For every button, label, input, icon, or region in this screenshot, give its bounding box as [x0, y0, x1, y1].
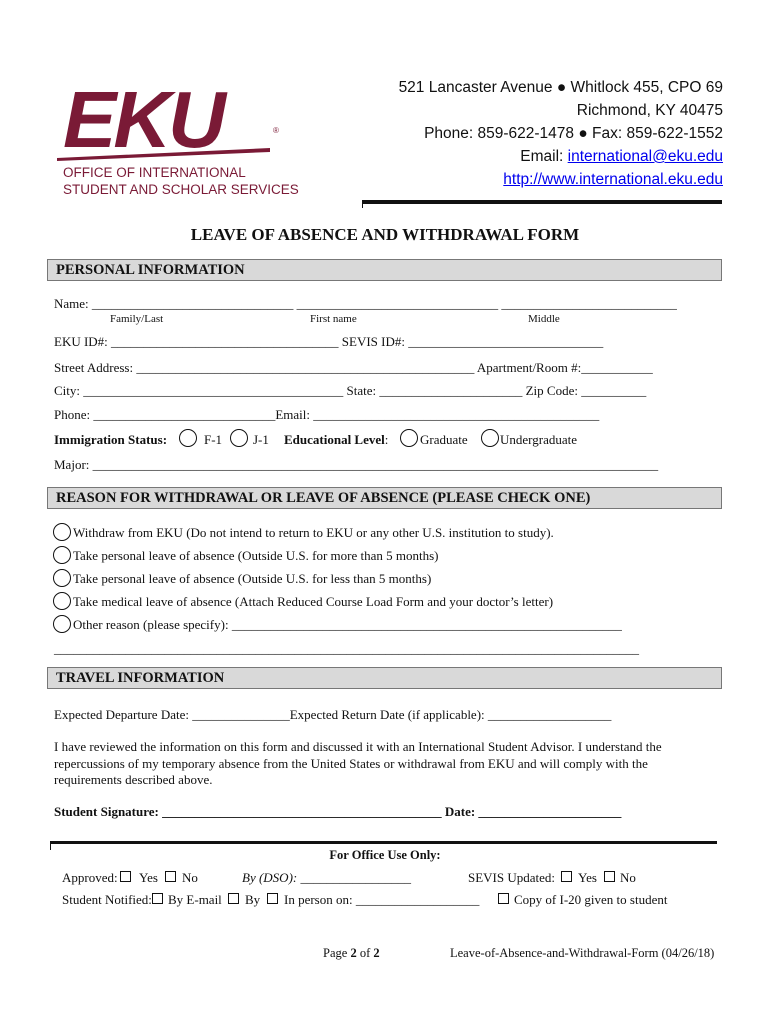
- sevis-updated-label: SEVIS Updated:: [468, 870, 556, 885]
- street-address-field[interactable]: Street Address: ____________________________________________________ Apartment/Room #:___________: [54, 360, 653, 375]
- by-dso-field[interactable]: By (DSO): _________________: [242, 870, 411, 885]
- reason-option: Take medical leave of absence (Attach Reduced Course Load Form and your doctor’s letter): [73, 594, 554, 609]
- reason-personal-long-radio[interactable]: [53, 546, 71, 564]
- approved-no-label: No: [182, 870, 198, 885]
- id-fields[interactable]: EKU ID#: ___________________________________ SEVIS ID#: ______________________________: [54, 334, 604, 349]
- j1-label: J-1: [253, 432, 269, 447]
- notified-email-checkbox[interactable]: [152, 893, 163, 904]
- eku-logo: [55, 75, 299, 200]
- reason-other-field[interactable]: Other reason (please specify): ____________________________________________________________: [73, 617, 622, 632]
- website-link[interactable]: http://www.international.eku.edu: [503, 171, 723, 188]
- sevis-no-checkbox[interactable]: [604, 871, 615, 882]
- name-field[interactable]: Name: _______________________________ _______________________________ ___________________________: [54, 296, 677, 311]
- undergraduate-radio[interactable]: [481, 429, 499, 447]
- graduate-radio[interactable]: [400, 429, 418, 447]
- notified-by-label: By: [245, 892, 261, 907]
- city-state-zip-field[interactable]: City: ________________________________________ State: ______________________ Zip Code: __________: [54, 383, 647, 398]
- travel-dates-field[interactable]: Expected Departure Date: _______________Expected Return Date (if applicable): ___________________: [54, 707, 612, 722]
- reason-continuation-field[interactable]: __________________________________________________________________________________________: [54, 641, 639, 656]
- section-personal-information: [47, 259, 722, 281]
- in-person-date-field[interactable]: In person on: ___________________: [284, 892, 480, 907]
- approved-no-checkbox[interactable]: [165, 871, 176, 882]
- logo-office-line2: STUDENT AND SCHOLAR SERVICES: [63, 182, 299, 197]
- section-travel-information: [47, 667, 722, 689]
- reason-withdraw-radio[interactable]: [53, 523, 71, 541]
- family-last-label: Family/Last: [110, 313, 164, 325]
- copy-i20-label: Copy of I-20 given to student: [514, 892, 668, 907]
- f1-radio[interactable]: [179, 429, 197, 447]
- logo-wordmark: EKU: [63, 75, 223, 164]
- sevis-yes-label: Yes: [578, 870, 597, 885]
- section-reason-heading: REASON FOR WITHDRAWAL OR LEAVE OF ABSENCE (PLEASE CHECK ONE): [56, 490, 591, 506]
- section-personal-heading: PERSONAL INFORMATION: [56, 262, 245, 278]
- graduate-label: Graduate: [420, 432, 468, 447]
- statement-line1: I have reviewed the information on this form and discussed it with an International Student Advisor. I understand the: [54, 739, 662, 754]
- notified-in-person-checkbox[interactable]: [267, 893, 278, 904]
- approved-label: Approved:: [62, 870, 118, 885]
- email-link[interactable]: international@eku.edu: [567, 148, 723, 165]
- form-title: LEAVE OF ABSENCE AND WITHDRAWAL FORM: [190, 225, 580, 244]
- undergraduate-label: Undergraduate: [500, 432, 578, 447]
- section-travel-heading: TRAVEL INFORMATION: [56, 670, 225, 686]
- logo-registered-mark: ®: [273, 126, 279, 135]
- reason-option: Take personal leave of absence (Outside U.S. for more than 5 months): [73, 548, 439, 563]
- reason-option: Withdraw from EKU (Do not intend to return to EKU or any other U.S. institution to study).: [73, 525, 554, 540]
- address-line2: Richmond, KY 40475: [576, 102, 723, 119]
- notified-email-label: By E-mail: [168, 892, 222, 907]
- phone-fax: Phone: 859-622-1478 ● Fax: 859-622-1552: [424, 125, 723, 142]
- f1-label: F-1: [204, 432, 223, 447]
- office-use-heading: For Office Use Only:: [329, 848, 441, 862]
- reason-option: Take personal leave of absence (Outside U.S. for less than 5 months): [73, 571, 432, 586]
- student-notified-label: Student Notified:: [62, 892, 152, 907]
- sevis-yes-checkbox[interactable]: [561, 871, 572, 882]
- website-line: [503, 171, 723, 189]
- form-id: Leave-of-Absence-and-Withdrawal-Form (04/26/18): [450, 946, 715, 960]
- statement-line2: repercussions of my temporary absence from the United States or withdrawal from EKU and will comply with the: [54, 756, 648, 771]
- j1-radio[interactable]: [230, 429, 248, 447]
- section-reason: [47, 487, 722, 509]
- immigration-status-label: Immigration Status:: [54, 432, 168, 447]
- first-name-label: First name: [310, 313, 357, 325]
- middle-label: Middle: [528, 313, 560, 325]
- email-label: Email:: [520, 148, 568, 165]
- email-line: [520, 148, 723, 166]
- notified-by-checkbox[interactable]: [228, 893, 239, 904]
- address-line1: 521 Lancaster Avenue ● Whitlock 455, CPO 69: [398, 79, 723, 96]
- reason-personal-short-radio[interactable]: [53, 569, 71, 587]
- reason-medical-radio[interactable]: [53, 592, 71, 610]
- office-rule: [50, 841, 717, 844]
- statement-line3: requirements described above.: [54, 772, 213, 787]
- reason-other-radio[interactable]: [53, 615, 71, 633]
- logo-office-line1: OFFICE OF INTERNATIONAL: [63, 165, 246, 180]
- educational-level-label: Educational Level:: [284, 432, 389, 447]
- approved-yes-label: Yes: [139, 870, 158, 885]
- header-rule-tick: [362, 204, 363, 208]
- logo-office-name: [63, 164, 299, 198]
- copy-i20-checkbox[interactable]: [498, 893, 509, 904]
- header-rule: [362, 200, 722, 204]
- page-number: Page 2 of 2: [323, 946, 380, 960]
- signature-date-field[interactable]: Student Signature: ___________________________________________ Date: ______________________: [54, 804, 622, 819]
- major-field[interactable]: Major: _______________________________________________________________________________________: [54, 457, 659, 472]
- phone-email-field[interactable]: Phone: ____________________________Email: ____________________________________________: [54, 407, 600, 422]
- sevis-no-label: No: [620, 870, 636, 885]
- approved-yes-checkbox[interactable]: [120, 871, 131, 882]
